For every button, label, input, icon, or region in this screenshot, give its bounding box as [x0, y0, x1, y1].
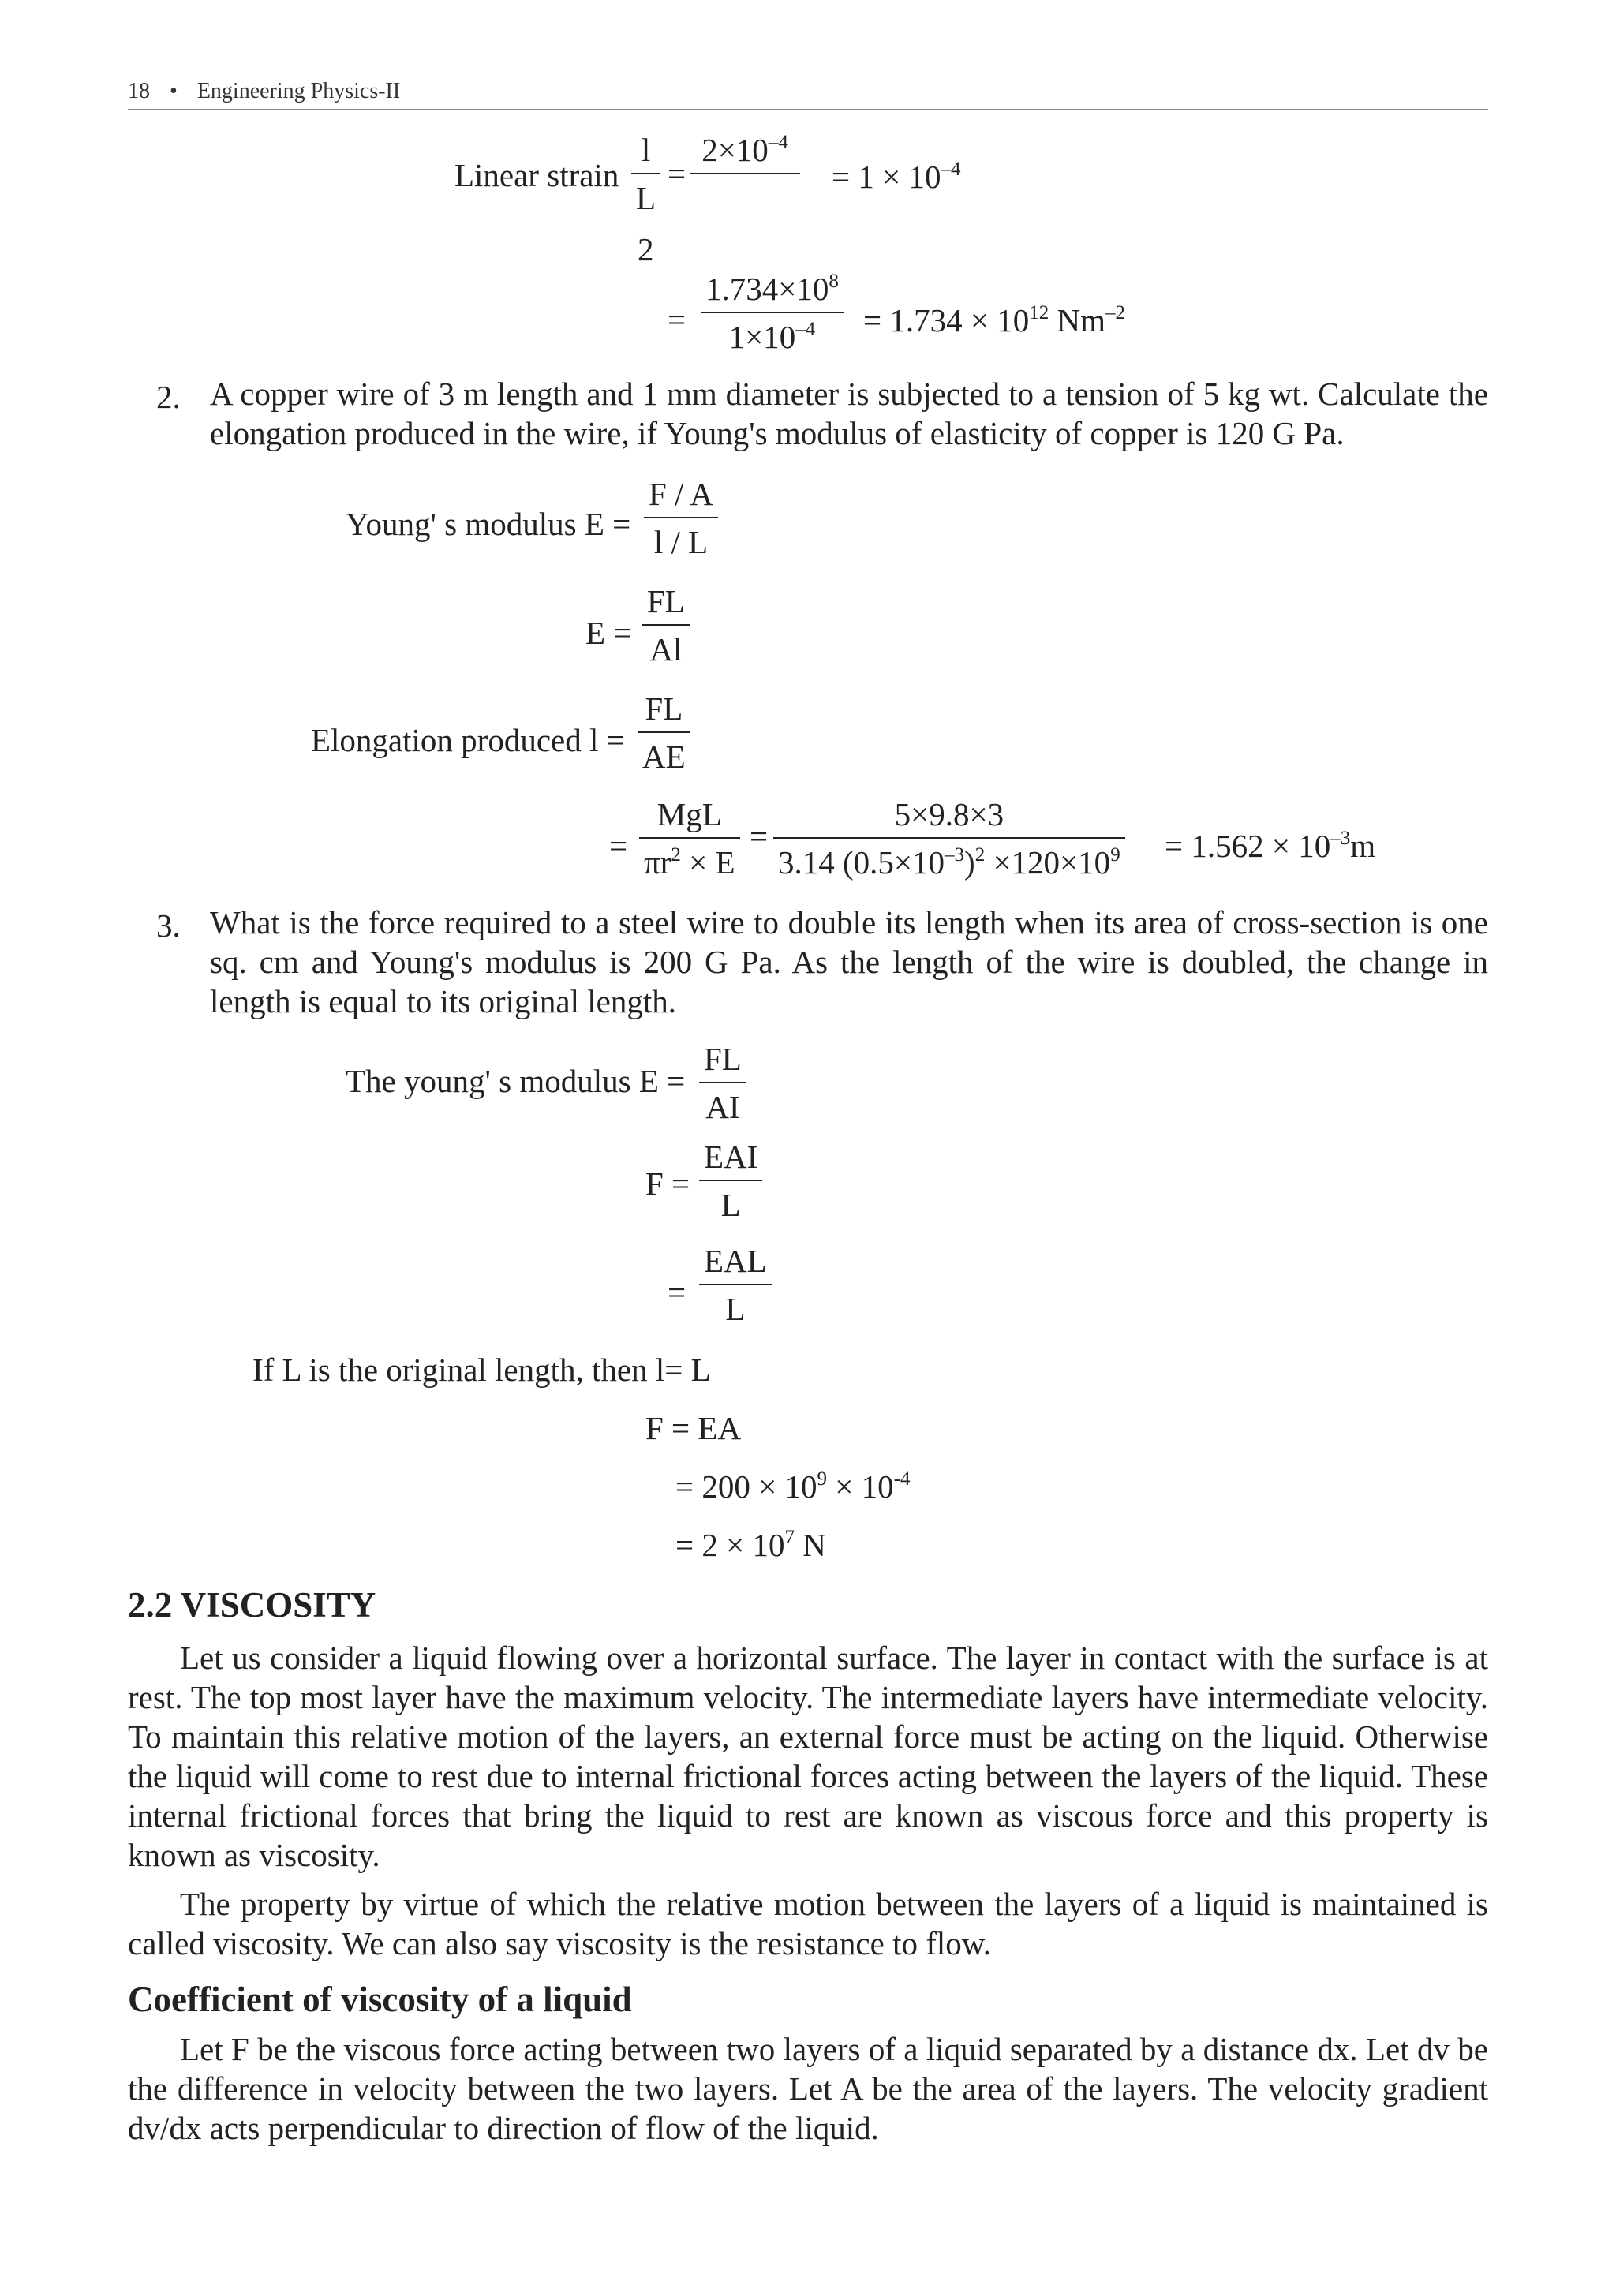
- p3-if-line: If L is the original length, then l= L: [252, 1352, 711, 1388]
- p2-calc-result: = $1.562 \times 10^{-3}m$: [1165, 828, 1376, 864]
- p2-calc-eq2: =: [750, 818, 769, 854]
- p3-f2-eq: =: [668, 1274, 686, 1311]
- p3-f2-fraction: EAL L: [699, 1245, 772, 1326]
- p3-young-label: The young' s modulus E =: [346, 1063, 686, 1099]
- p3-line1: F = EA: [645, 1410, 742, 1446]
- p3-line3: = $2 \times 10^7$ N: [675, 1527, 826, 1563]
- p2-calc-fraction2: 5×9.8×3 3.14 $(0.5\times 10^{-3})^2 \times 120\times 10^9$: [773, 798, 1125, 879]
- p3-young-fraction: FL AI: [699, 1043, 746, 1124]
- header-rule: [128, 109, 1488, 110]
- p2-elong-fraction: FL AE: [638, 693, 690, 773]
- subheading-coefficient: Coefficient of viscosity of a liquid: [128, 1980, 632, 2019]
- section-heading-viscosity: 2.2 VISCOSITY: [128, 1585, 376, 1625]
- strain-label: Linear strain: [454, 157, 619, 193]
- coefficient-para: Let F be the viscous force acting between two layers of a liquid separated by a distance dx. Let dv be the difference in velocity between the two layers. Let A be the area of the layers. The velocity gradient dv/dx acts perpendicular to direction of flow of the liquid.: [128, 2031, 1488, 2146]
- p2-young-fraction: F / A l / L: [644, 478, 718, 559]
- strain-fraction: l L: [631, 134, 660, 215]
- problem3-number: 3.: [156, 907, 181, 944]
- problem3-text: What is the force required to a steel wire to double its length when its area of cross-section is one sq. cm and Young's modulus is 200 G Pa. As the length of the wire is doubled, the change in length is equal to its original length.: [210, 904, 1488, 1019]
- strain-result: = $1 \times 10^{-4}$: [832, 159, 961, 195]
- young1-fraction: $1.734\times 10^8$ $1\times 10^{-4}$: [701, 273, 844, 353]
- problem2-number: 2.: [156, 379, 181, 415]
- strain-eq: =: [668, 155, 686, 192]
- p2-young-label: Young' s modulus E =: [346, 506, 631, 542]
- p2-e-fraction: FL Al: [642, 585, 690, 666]
- strain-value-fraction: [690, 134, 800, 215]
- book-title: Engineering Physics-II: [196, 79, 401, 103]
- page-header: [128, 79, 400, 104]
- young1-eq: =: [668, 301, 686, 338]
- page-number: 18: [128, 79, 150, 103]
- p3-f-label: F =: [645, 1165, 690, 1202]
- strain-value-num: $2\times 10^{-4}$: [701, 132, 788, 168]
- p2-calc-fraction1: MgL $\pi r^2 \times E$: [639, 798, 740, 879]
- p2-calc-eq1: =: [609, 828, 628, 864]
- p3-line2: = $200 \times 10^9 \times 10^{-4}$: [675, 1468, 911, 1505]
- p2-elong-label: Elongation produced l =: [311, 722, 625, 758]
- p3-f-fraction: EAI L: [699, 1141, 762, 1221]
- problem2-text: A copper wire of 3 m length and 1 mm diameter is subjected to a tension of 5 kg wt. Calculate the elongation produced in the wire, if Young's modulus of elasticity of copper is 120 G Pa.: [210, 376, 1488, 451]
- p2-e-label: E =: [585, 615, 632, 651]
- young1-result: = $1.734 \times 10^{12}$ $Nm^{-2}$: [863, 302, 1125, 338]
- viscosity-para1: Let us consider a liquid flowing over a horizontal surface. The layer in contact with the surface is at rest. The top most layer have the maximum velocity. The intermediate layers have intermediate velocity. To maintain this relative motion of the layers, an external force must be acting on the liquid. Otherwise the liquid will come to rest due to internal frictional forces acting between the layers of the liquid. These internal frictional forces that bring the liquid to rest are known as viscous force and this property is known as viscosity.: [128, 1640, 1488, 1873]
- viscosity-para2: The property by virtue of which the relative motion between the layers of a liquid is maintained is called viscosity. We can also say viscosity is the resistance to flow.: [128, 1886, 1488, 1961]
- header-separator: •: [170, 79, 178, 103]
- strain-stray-digit: 2: [638, 231, 654, 267]
